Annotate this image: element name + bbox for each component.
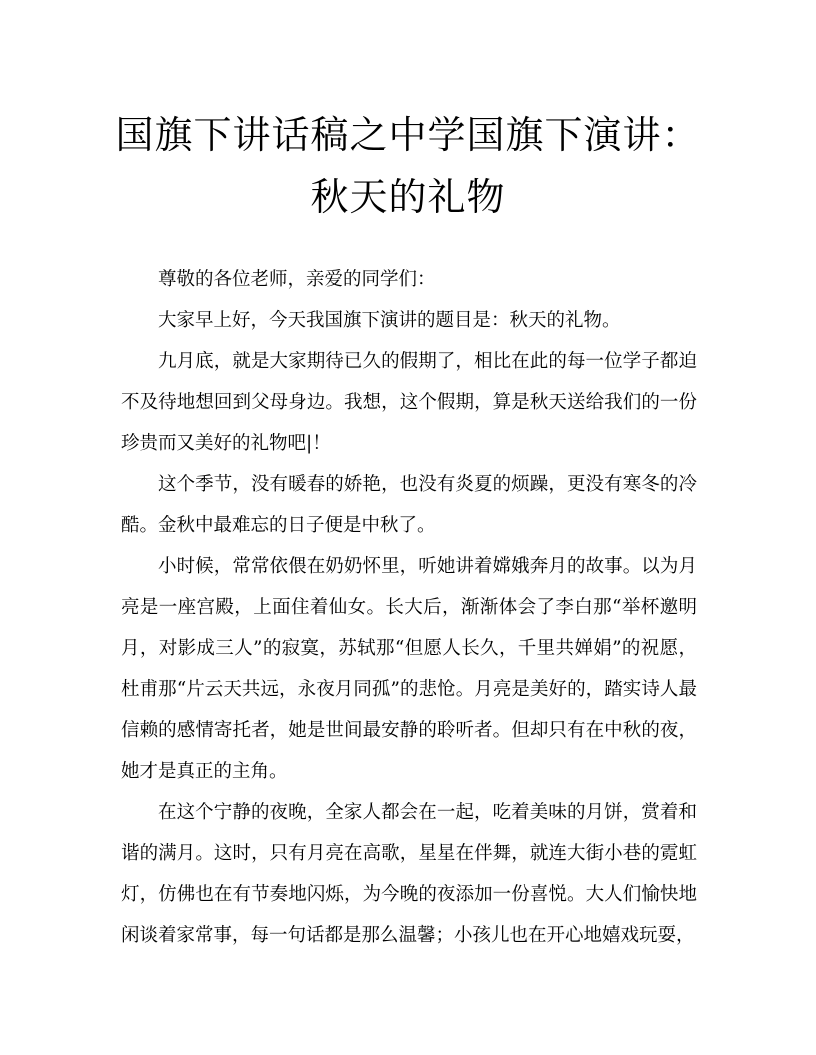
page-title: 国旗下讲话稿之中学国旗下演讲：秋天的礼物 (115, 113, 701, 219)
document-body (121, 259, 697, 956)
paragraph-topic: 大家早上好，今天我国旗下演讲的题目是：秋天的礼物。 (158, 310, 621, 331)
paragraph-holiday: 九月底，就是大家期待已久的假期了，相比在此的每一位学子都迫不及待地想回到父母身边。我想，这个假期，算是秋天送给我们的一份珍贵而又美好的礼物吧|！ (121, 351, 697, 454)
paragraph-greeting: 尊敬的各位老师，亲爱的同学们： (158, 269, 436, 290)
paragraph-season: 这个季节，没有暖春的娇艳，也没有炎夏的烦躁，更没有寒冬的冷酷。金秋中最难忘的日子便是中秋了。 (121, 474, 697, 536)
paragraph-night: 在这个宁静的夜晚，全家人都会在一起，吃着美味的月饼，赏着和谐的满月。这时，只有月亮在高歌，星星在伴舞，就连大街小巷的霓虹灯，仿佛也在有节奏地闪烁，为今晚的夜添加一份喜悦。大人们愉快地闲谈着家常事，每一句话都是那么温馨；小孩儿也在开心地嬉戏玩耍， (121, 802, 697, 946)
paragraph-childhood: 小时候，常常依偎在奶奶怀里，听她讲着嫦娥奔月的故事。以为月亮是一座宫殿，上面住着仙女。长大后，渐渐体会了李白那“举杯邀明月，对影成三人”的寂寞，苏轼那“但愿人长久，千里共婵娟”的祝愿，杜甫那“片云天共远，永夜月同孤”的悲怆。月亮是美好的，踏实诗人最信赖的感情寄托者，她是世间最安静的聆听者。但却只有在中秋的夜，她才是真正的主角。 (121, 556, 697, 782)
